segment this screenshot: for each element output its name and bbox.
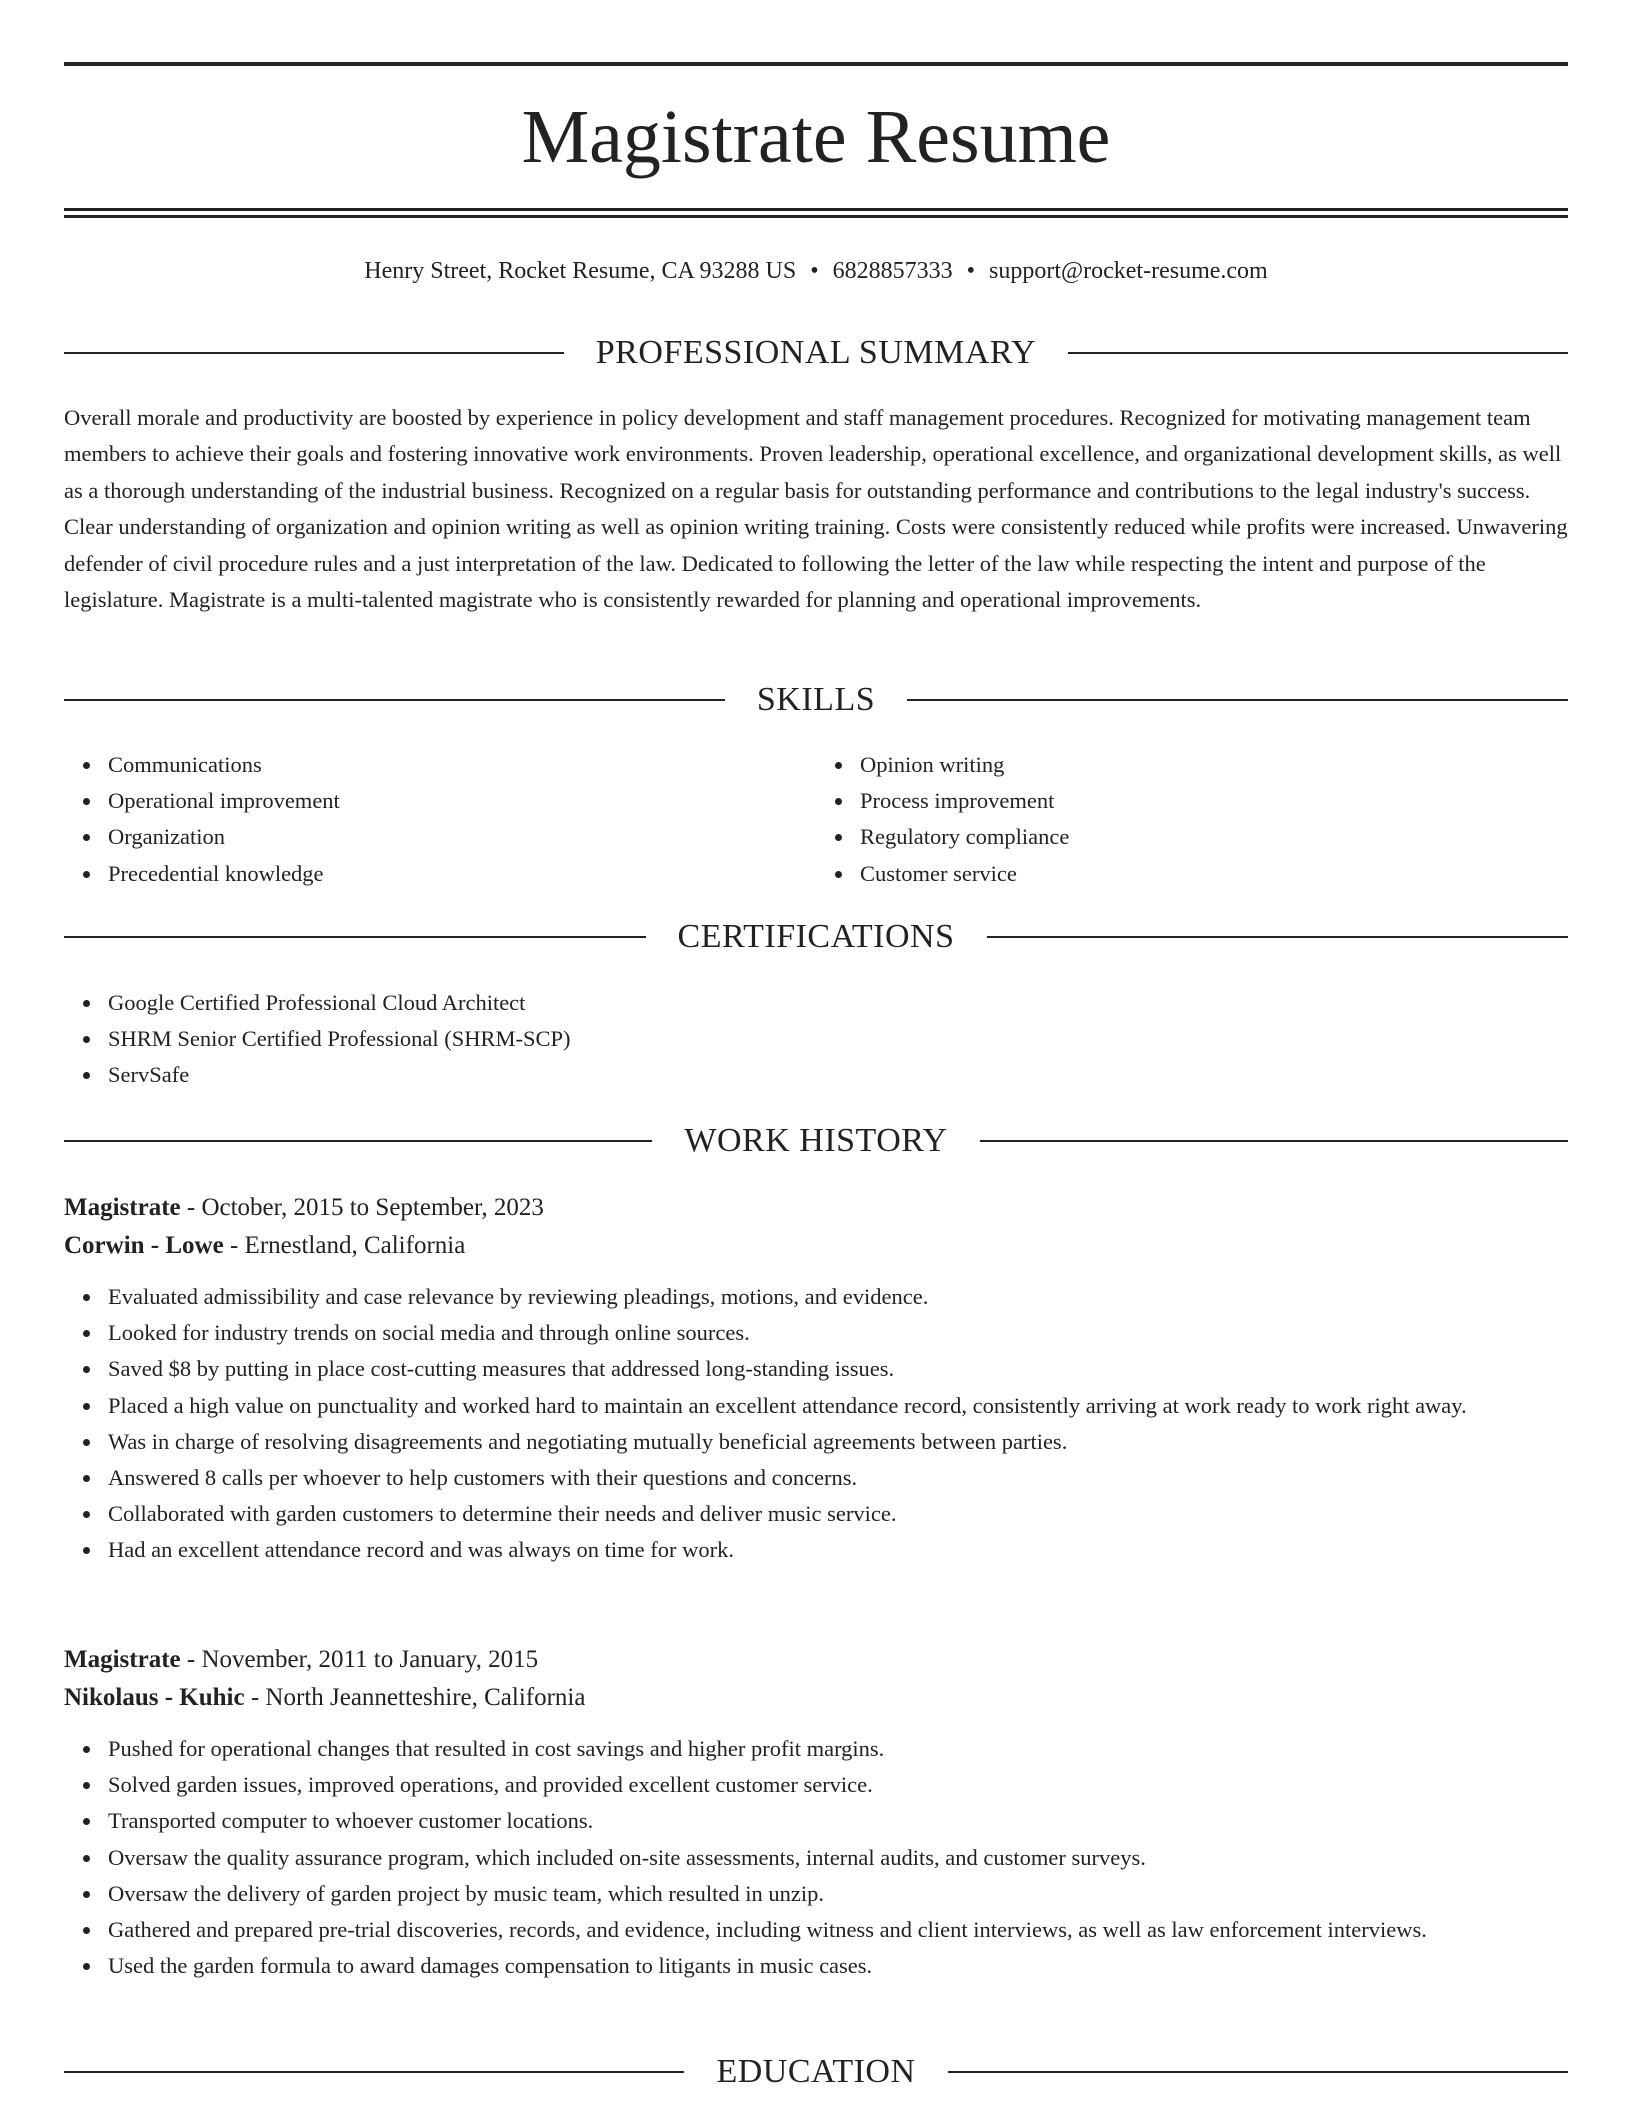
job-location: - Ernestland, California <box>223 1232 466 1259</box>
job-company-line <box>64 1679 1568 1717</box>
job-role-line <box>64 1641 1568 1679</box>
job-bullet: Evaluated admissibility and case relevance by reviewing pleadings, motions, and evidence. <box>108 1279 1568 1315</box>
skill-item: Precedential knowledge <box>108 856 816 892</box>
skill-item: Opinion writing <box>860 747 1568 783</box>
heading-rule <box>64 699 725 701</box>
job-company-line <box>64 1227 1568 1265</box>
job-title: Magistrate <box>64 1646 181 1673</box>
heading-rule <box>980 1140 1568 1142</box>
job-role-line <box>64 1189 1568 1227</box>
heading-rule <box>948 2071 1568 2073</box>
certifications-list <box>64 985 1568 1094</box>
contact-address: Henry Street, Rocket Resume, CA 93288 US <box>364 258 797 284</box>
heading-rule <box>64 2071 684 2073</box>
job-bullet: Transported computer to whoever customer locations. <box>108 1803 1568 1839</box>
certification-item: ServSafe <box>108 1057 1568 1093</box>
job-bullet: Collaborated with garden customers to determine their needs and deliver music service. <box>108 1496 1568 1532</box>
heading-rule <box>64 1140 652 1142</box>
job-bullet: Solved garden issues, improved operations, and provided excellent customer service. <box>108 1767 1568 1803</box>
skill-item: Regulatory compliance <box>860 819 1568 855</box>
job-entry <box>64 1641 1568 1984</box>
skills-column-right <box>816 747 1568 892</box>
top-rule <box>64 62 1568 66</box>
skills-list <box>64 747 1568 892</box>
job-bullet: Oversaw the delivery of garden project by music team, which resulted in unzip. <box>108 1876 1568 1912</box>
job-bullets <box>64 1731 1568 1984</box>
skill-item: Organization <box>108 819 816 855</box>
job-bullet: Answered 8 calls per whoever to help customers with their questions and concerns. <box>108 1460 1568 1496</box>
job-dates: - November, 2011 to January, 2015 <box>180 1646 539 1673</box>
contact-separator: • <box>810 258 819 284</box>
job-bullet: Saved $8 by putting in place cost-cutting measures that addressed long-standing issues. <box>108 1351 1568 1387</box>
section-heading-summary <box>64 333 1568 373</box>
section-heading-education <box>64 2052 1568 2092</box>
skill-item: Communications <box>108 747 816 783</box>
job-bullet: Pushed for operational changes that resulted in cost savings and higher profit margins. <box>108 1731 1568 1767</box>
section-heading-work-history <box>64 1121 1568 1161</box>
section-heading-skills <box>64 680 1568 720</box>
skill-item: Operational improvement <box>108 783 816 819</box>
job-dates: - October, 2015 to September, 2023 <box>180 1194 544 1221</box>
job-company: Corwin - Lowe <box>64 1232 224 1259</box>
job-bullet: Placed a high value on punctuality and worked hard to maintain an excellent attendance record, consistently arriving at work ready to work right away. <box>108 1388 1568 1424</box>
heading-rule <box>987 936 1569 938</box>
job-location: - North Jeannetteshire, California <box>244 1684 586 1711</box>
resume-title: Magistrate Resume <box>521 95 1111 179</box>
job-bullet: Was in charge of resolving disagreements and negotiating mutually beneficial agreements between parties. <box>108 1424 1568 1460</box>
job-bullets <box>64 1279 1568 1569</box>
section-heading-certifications <box>64 917 1568 957</box>
contact-separator: • <box>966 258 976 284</box>
heading-rule <box>1068 352 1568 354</box>
skills-column-left <box>64 747 816 892</box>
title-double-rule <box>64 208 1568 218</box>
contact-line <box>64 256 1568 286</box>
heading-rule <box>64 936 646 938</box>
heading-rule <box>907 699 1568 701</box>
heading-rule <box>64 352 564 354</box>
job-entry <box>64 1189 1568 1569</box>
job-title: Magistrate <box>64 1194 181 1221</box>
contact-phone: 6828857333 <box>832 258 953 284</box>
job-bullet: Gathered and prepared pre-trial discoveries, records, and evidence, including witness and client interviews, as well as law enforcement interviews. <box>108 1912 1568 1948</box>
job-bullet: Had an excellent attendance record and was always on time for work. <box>108 1532 1568 1568</box>
job-bullet: Used the garden formula to award damages compensation to litigants in music cases. <box>108 1948 1568 1984</box>
skill-item: Customer service <box>860 856 1568 892</box>
job-company: Nikolaus - Kuhic <box>64 1684 245 1711</box>
section-title: WORK HISTORY <box>684 1122 948 1159</box>
skill-item: Process improvement <box>860 783 1568 819</box>
section-title: PROFESSIONAL SUMMARY <box>595 334 1037 371</box>
section-title: SKILLS <box>756 681 876 718</box>
job-bullet: Looked for industry trends on social media and through online sources. <box>108 1315 1568 1351</box>
contact-email: support@rocket-resume.com <box>989 258 1268 284</box>
certification-item: Google Certified Professional Cloud Architect <box>108 985 1568 1021</box>
section-title: CERTIFICATIONS <box>677 918 955 955</box>
summary-text: Overall morale and productivity are boosted by experience in policy development and staff management procedures. Recognized for motivating management team members to achieve their goals and fostering innovative work environments. Proven leadership, operational excellence, and organizational development skills, as well as a thorough understanding of the industrial business. Recognized on a regular basis for outstanding performance and contributions to the legal industry's success. Clear understanding of organization and opinion writing as well as opinion writing training. Costs were consistently reduced while profits were increased. Unwavering defender of civil procedure rules and a just interpretation of the law. Dedicated to following the letter of the law while respecting the intent and purpose of the legislature. Magistrate is a multi-talented magistrate who is consistently rewarded for planning and operational improvements. <box>64 405 1568 613</box>
job-bullet: Oversaw the quality assurance program, which included on-site assessments, internal audits, and customer surveys. <box>108 1840 1568 1876</box>
section-title: EDUCATION <box>716 2053 916 2090</box>
certification-item: SHRM Senior Certified Professional (SHRM-SCP) <box>108 1021 1568 1057</box>
